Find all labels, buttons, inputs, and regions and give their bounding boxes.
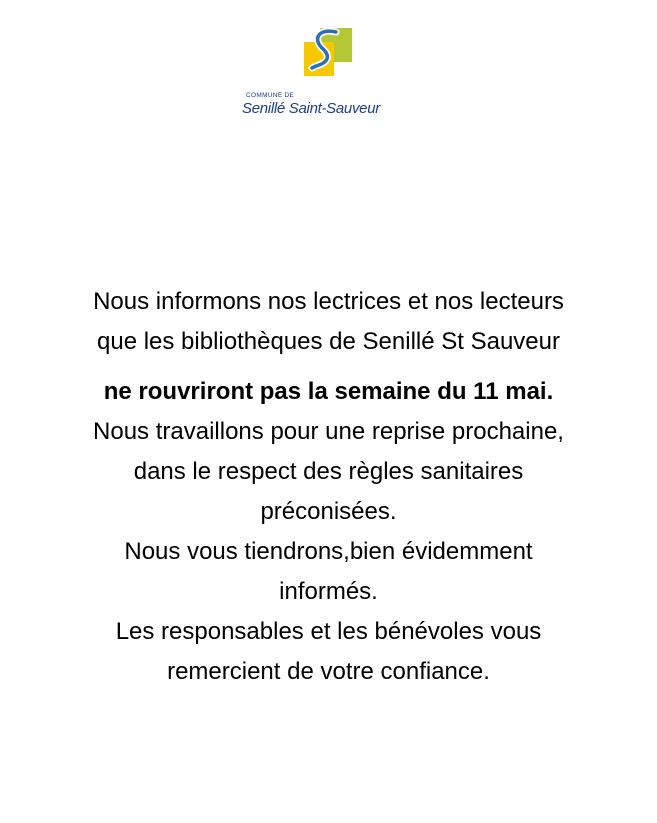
- notice-line: que les bibliothèques de Senillé St Sauveur: [97, 328, 560, 355]
- notice-line: Nous informons nos lectrices et nos lecteurs: [93, 288, 564, 315]
- notice-text: [0, 282, 657, 692]
- notice-line: informés.: [279, 578, 378, 605]
- commune-logo: [240, 22, 415, 117]
- notice-line: dans le respect des règles sanitaires: [133, 458, 524, 485]
- notice-line: Nous vous tiendrons,bien évidemment: [124, 538, 533, 565]
- commune-s-logo-icon: [300, 22, 354, 82]
- notice-line: Nous travaillons pour une reprise prochaine,: [93, 418, 564, 445]
- notice-line: Les responsables et les bénévoles vous: [115, 618, 542, 645]
- commune-label: COMMUNE DE: [246, 92, 295, 99]
- notice-emphasis: ne rouvriront pas la semaine du 11 mai.: [103, 378, 554, 405]
- notice-line: préconisées.: [260, 498, 397, 525]
- town-name: Senillé Saint-Sauveur: [242, 100, 380, 117]
- notice-line: remercient de votre confiance.: [167, 658, 490, 685]
